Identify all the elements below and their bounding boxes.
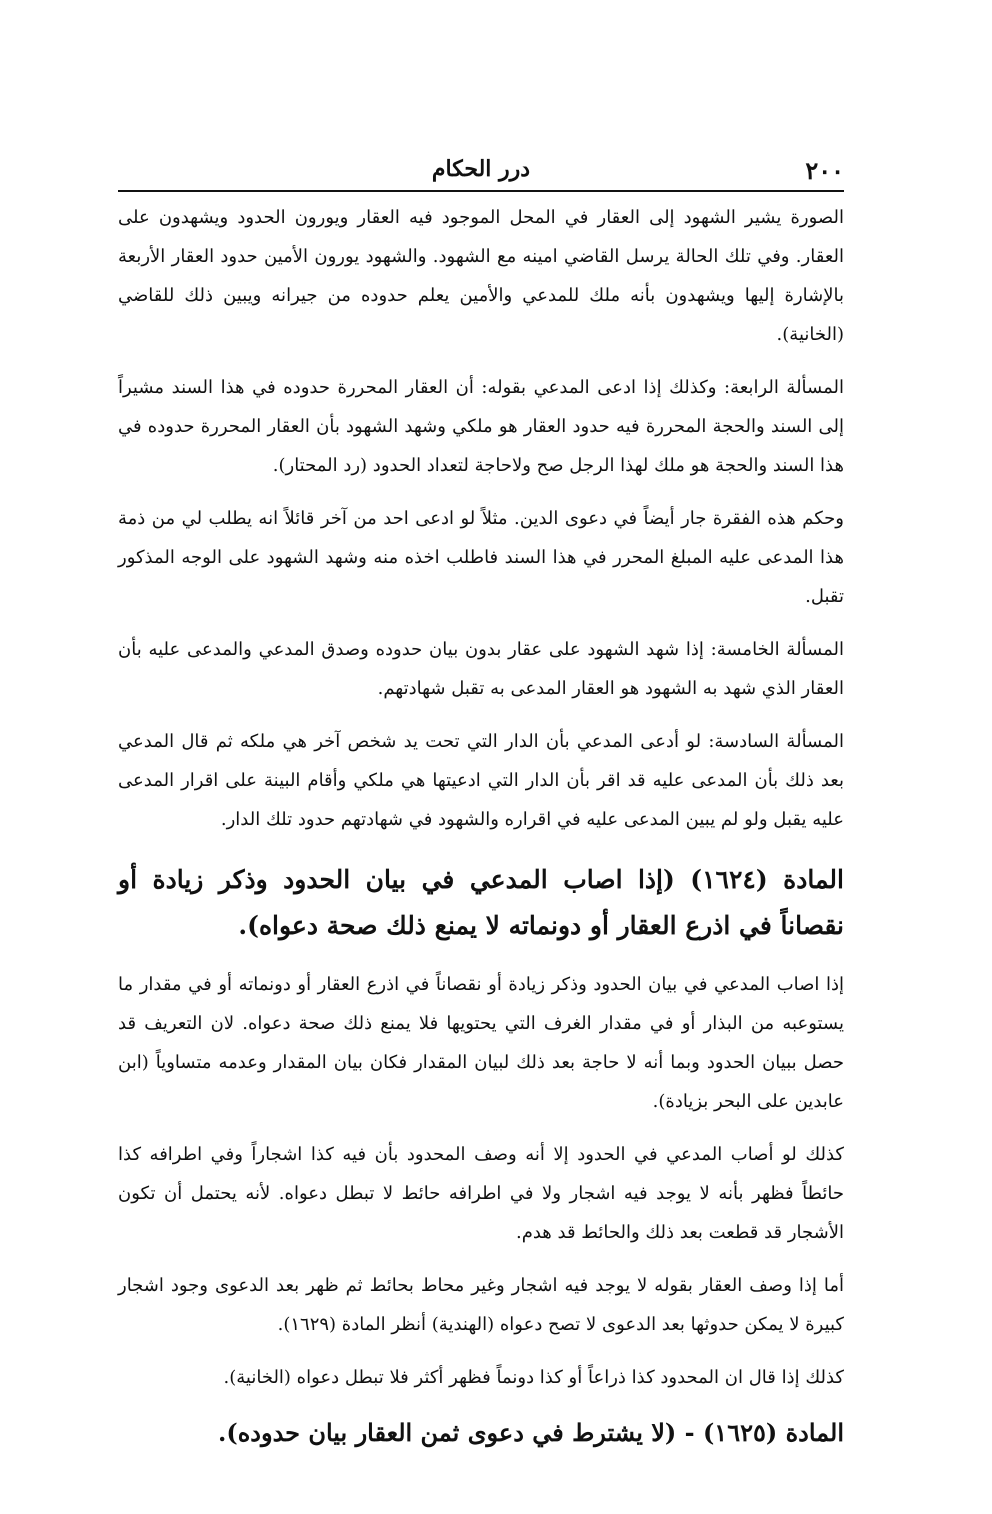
paragraph: أما إذا وصف العقار بقوله لا يوجد فيه اشجار وغير محاط بحائط ثم ظهر بعد الدعوى وجود اشجار كبيرة لا يمكن حدوثها بعد الدعوى لا تصح دعواه (الهندية) أنظر المادة (١٦٢٩). (118, 1275, 844, 1335)
paragraph: الصورة يشير الشهود إلى العقار في المحل الموجود فيه العقار ويورون الحدود ويشهدون على العقار. وفي تلك الحالة يرسل القاضي امينه مع الشهود. والشهود يورون الأمين حدود العقار الأربعة بالإشارة إليها ويشهدون بأنه ملك للمدعي والأمين يعلم حدوده من جيرانه ويبين ذلك للقاضي (الخانية). (118, 207, 844, 345)
paragraph: وحكم هذه الفقرة جار أيضاً في دعوى الدين. مثلاً لو ادعى احد من آخر قائلاً انه يطلب لي من ذمة هذا المدعى عليه المبلغ المحرر في هذا السند فاطلب اخذه منه وشهد الشهود على الوجه المذكور تقبل. (118, 508, 844, 607)
paragraph: المسألة الخامسة: إذا شهد الشهود على عقار بدون بيان حدوده وصدق المدعي والمدعى عليه بأن العقار الذي شهد به الشهود هو العقار المدعى به تقبل شهادتهم. (118, 639, 844, 699)
article-heading: المادة (١٦٢٤) (إذا اصاب المدعي في بيان الحدود وذكر زيادة أو نقصاناً في اذرع العقار أو دونماته لا يمنع ذلك صحة دعواه). (118, 865, 844, 940)
paragraph: كذلك إذا قال ان المحدود كذا ذراعاً أو كذا دونماً فظهر أكثر فلا تبطل دعواه (الخانية). (223, 1367, 844, 1388)
paragraph: كذلك لو أصاب المدعي في الحدود إلا أنه وصف المحدود بأن فيه كذا اشجاراً وفي اطرافه كذا حائطاً فظهر بأنه لا يوجد فيه اشجار ولا في اطرافه حائط لا تبطل دعواه. لأنه يحتمل أن تكون الأشجار قد قطعت بعد ذلك والحائط قد هدم. (118, 1144, 844, 1243)
page-body (118, 198, 844, 1455)
page-number: ٢٠٠ (805, 156, 844, 185)
paragraph: المسألة السادسة: لو أدعى المدعي بأن الدار التي تحت يد شخص آخر هي ملكه ثم قال المدعي بعد ذلك بأن المدعى عليه قد اقر بأن الدار التي ادعيتها هي ملكي وأقام البينة على اقرار المدعى عليه يقبل ولو لم يبين المدعى عليه في اقراره والشهود في شهادتهم حدود تلك الدار. (118, 731, 844, 830)
article-heading: المادة (١٦٢٥) - (لا يشترط في دعوى ثمن العقار بيان حدوده). (218, 1418, 844, 1447)
document-page (118, 150, 844, 1455)
paragraph: المسألة الرابعة: وكذلك إذا ادعى المدعي بقوله: أن العقار المحررة حدوده في هذا السند مشيراً إلى السند والحجة المحررة فيه حدود العقار هو ملكي وشهد الشهود بأن العقار المحررة حدوده في هذا السند والحجة هو ملك لهذا الرجل صح ولاحاجة لتعداد الحدود (رد المحتار). (118, 377, 844, 476)
page-header (118, 150, 844, 192)
paragraph: إذا اصاب المدعي في بيان الحدود وذكر زيادة أو نقصاناً في اذرع العقار أو دونماته أو في مقدار ما يستوعبه من البذار أو في مقدار الغرف التي يحتويها فلا يمنع ذلك صحة دعواه. لان التعريف قد حصل ببيان الحدود وبما أنه لا حاجة بعد ذلك لبيان المقدار فكان بيان المقدار وعدمه متساوياً (ابن عابدين على البحر بزيادة). (118, 974, 844, 1112)
running-title: درر الحكام (431, 156, 531, 182)
